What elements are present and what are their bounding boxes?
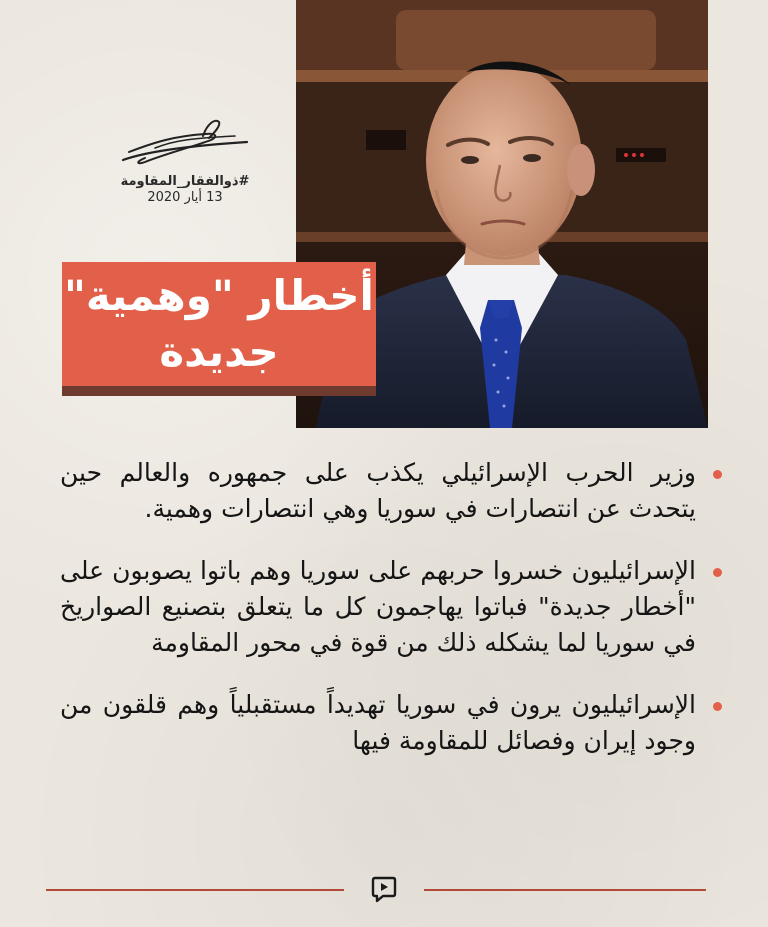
bullet-text: الإسرائيليون خسروا حربهم على سوريا وهم باتوا يصوبون على "أخطار جديدة" فباتوا يهاجمون كل ما يتعلق بتصنيع الصواريخ في سوريا لما يشكله ذلك من قوة في محور المقاومة bbox=[60, 556, 696, 657]
publish-date: 13 أيار 2020 bbox=[147, 190, 223, 205]
signature-logo-icon bbox=[115, 112, 255, 172]
bullet-dot-icon bbox=[713, 702, 722, 711]
title-line-2: جديدة bbox=[159, 327, 279, 376]
bullet-dot-icon bbox=[713, 568, 722, 577]
title-line-1: أخطار "وهمية" bbox=[64, 271, 374, 320]
footer-divider-right bbox=[424, 889, 706, 891]
title-banner bbox=[62, 262, 376, 386]
bullet-dot-icon bbox=[713, 470, 722, 479]
bullet-list bbox=[60, 455, 722, 785]
list-item bbox=[60, 553, 722, 661]
brand-block bbox=[110, 112, 260, 205]
play-chat-icon[interactable] bbox=[371, 875, 397, 903]
brand-hashtag: #ذوالفقار_المقاومة bbox=[120, 174, 250, 189]
list-item bbox=[60, 455, 722, 527]
footer-divider-left bbox=[46, 889, 344, 891]
list-item bbox=[60, 687, 722, 759]
bullet-text: وزير الحرب الإسرائيلي يكذب على جمهوره والعالم حين يتحدث عن انتصارات في سوريا وهي انتصارات وهمية. bbox=[60, 458, 696, 523]
bullet-text: الإسرائيليون يرون في سوريا تهديداً مستقبلياً وهم قلقون من وجود إيران وفصائل للمقاومة فيها bbox=[60, 690, 696, 755]
